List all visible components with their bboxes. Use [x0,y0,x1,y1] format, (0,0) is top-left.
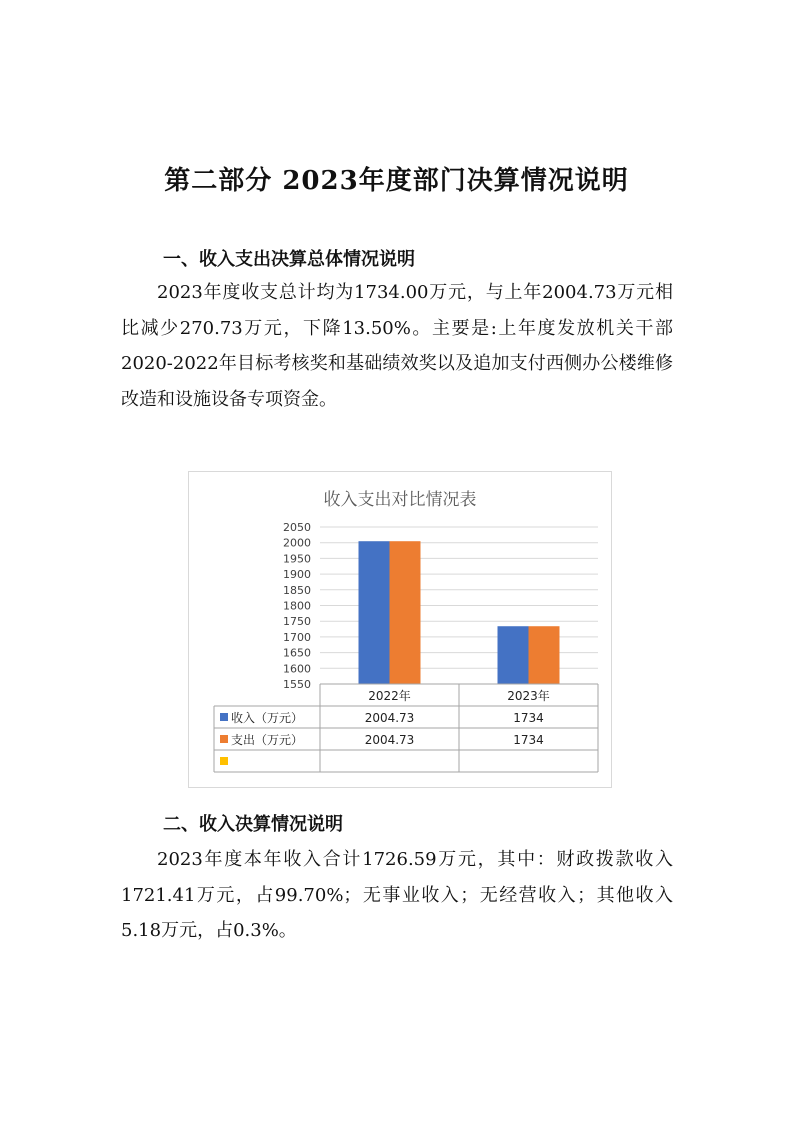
income-paragraph: 2023年度本年收入合计1726.59万元，其中：财政拨款收入1721.41万元，占99.70%；无事业收入；无经营收入；其他收入5.18万元，占0.3%。 [121,849,673,941]
section-heading-overview: 一、收入支出决算总体情况说明 [163,249,415,270]
chart-title: 收入支出对比情况表 [323,490,477,510]
y-tick-label: 1750 [283,615,311,629]
y-tick-label: 1650 [283,646,311,660]
data-label: 1734 [513,711,544,725]
page-title: 第二部分 2023年度部门决算情况说明 [164,166,629,196]
category-label: 2023年 [507,689,550,703]
y-tick-label: 1550 [283,678,311,691]
bar [359,541,390,684]
category-label: 2022年 [368,689,411,703]
y-tick-label: 2050 [283,521,311,534]
y-tick-label: 1700 [283,630,311,644]
legend-key [220,713,228,721]
section-heading-income: 二、收入决算情况说明 [163,814,343,835]
data-label: 2004.73 [364,733,415,747]
y-tick-label: 1850 [283,583,311,597]
chart-canvas [189,472,611,787]
bar [390,541,421,684]
data-label: 1734 [513,733,544,747]
y-tick-label: 1800 [283,599,311,613]
legend-key [220,735,228,743]
legend-entry: 收入（万元） [231,711,304,725]
y-tick-label: 2000 [283,536,311,550]
overview-paragraph: 2023年度收支总计均为1734.00万元，与上年2004.73万元相比减少270.73万元，下降13.50%。主要是:上年度发放机关干部2020-2022年目标考核奖和基础绩效奖以及追加支付西侧办公楼维修改造和设施设备专项资金。 [121,282,673,410]
y-tick-label: 1600 [283,662,311,676]
legend-key [220,757,228,765]
y-tick-label: 1900 [283,568,311,582]
bar [529,626,560,684]
data-label: 2004.73 [364,711,415,725]
bar [498,626,529,684]
y-tick-label: 1950 [283,552,311,566]
income-expense-chart [188,471,612,788]
legend-entry: 支出（万元） [231,733,304,747]
